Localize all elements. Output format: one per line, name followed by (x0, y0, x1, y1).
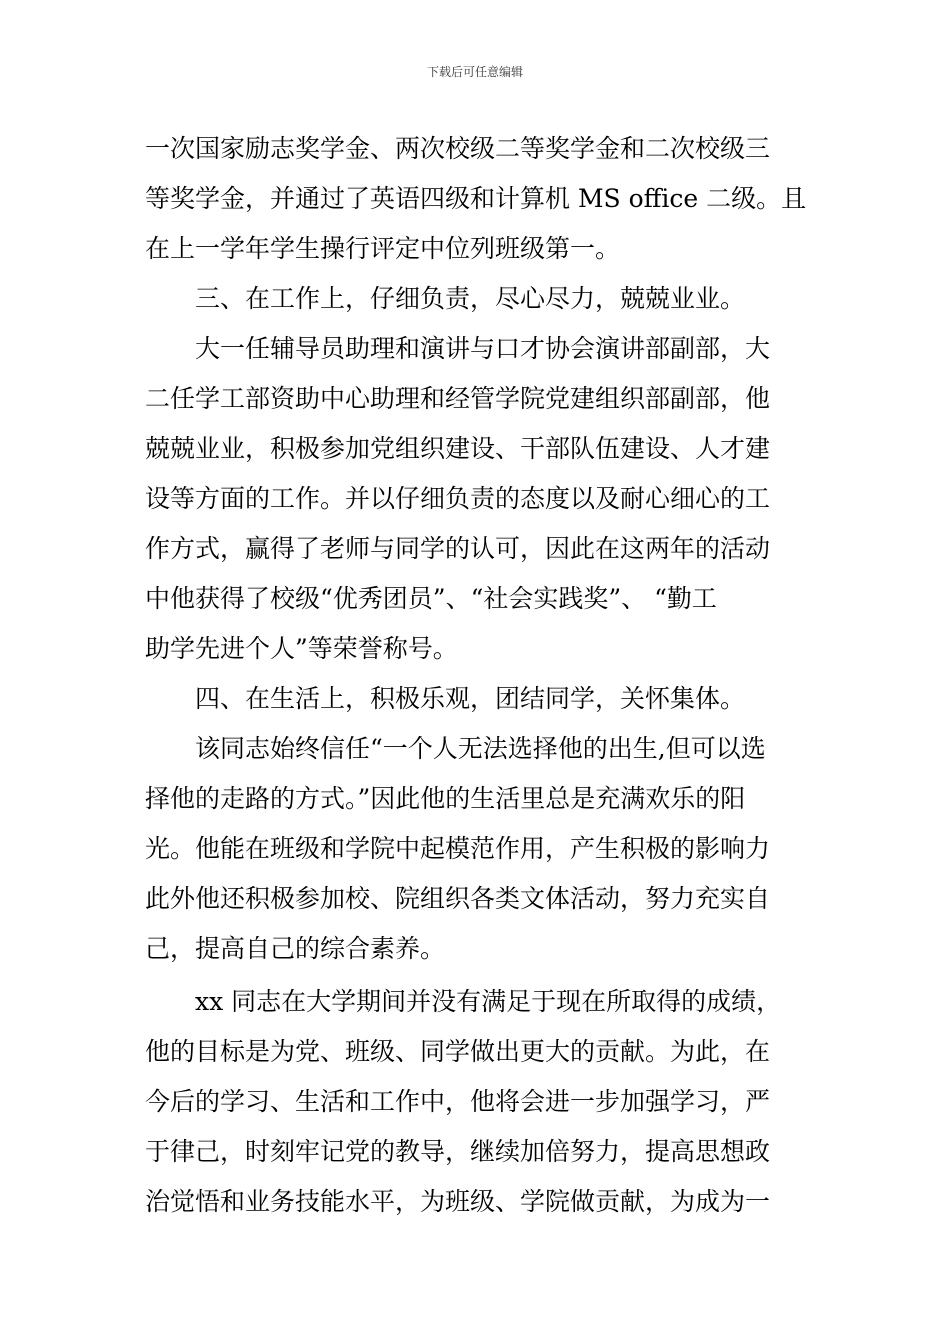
text-line: 此外他还积极参加校、院组织各类文体活动，努力充实自 (145, 884, 771, 913)
section-heading: 三、在工作上，仔细负责，尽心尽力，兢兢业业。 (195, 284, 746, 313)
text-line: 治觉悟和业务技能水平，为班级、学院做贡献，为成为一 (145, 1187, 771, 1216)
text-line: 助学先进个人”等荣誉称号。 (145, 634, 458, 663)
paragraph-first-line: 该同志始终信任“一个人无法选择他的出生,但可以选 (195, 734, 766, 763)
text-line: 光。他能在班级和学院中起模范作用，产生积极的影响力 (145, 834, 771, 863)
text-line: 中他获得了校级“优秀团员”、“社会实践奖”、 “勤工 (145, 584, 717, 613)
text-line: 择他的走路的方式。”因此他的生活里总是充满欢乐的阳 (145, 784, 746, 813)
text-line: 等奖学金，并通过了英语四级和计算机 MS office 二级。且 (145, 184, 807, 213)
page-header-note: 下载后可任意编辑 (426, 65, 523, 79)
section-heading: 四、在生活上，积极乐观，团结同学，关怀集体。 (195, 684, 746, 713)
document-body (145, 124, 807, 1227)
text-line: 二任学工部资助中心助理和经管学院党建组织部副部，他 (145, 384, 771, 413)
text-line: 己，提高自己的综合素养。 (145, 934, 446, 963)
text-line: 在上一学年学生操行评定中位列班级第一。 (145, 234, 621, 263)
text-line: 兢兢业业，积极参加党组织建设、干部队伍建设、人才建 (145, 434, 771, 463)
paragraph-first-line: 大一任辅导员助理和演讲与口才协会演讲部副部，大 (195, 334, 771, 363)
text-line: 一次国家励志奖学金、两次校级二等奖学金和二次校级三 (145, 134, 771, 163)
text-line: 于律己，时刻牢记党的教导，继续加倍努力，提高思想政 (145, 1137, 771, 1166)
text-line: 设等方面的工作。并以仔细负责的态度以及耐心细心的工 (145, 484, 771, 513)
text-line: 今后的学习、生活和工作中，他将会进一步加强学习，严 (145, 1087, 771, 1116)
text-line: 他的目标是为党、班级、同学做出更大的贡献。为此，在 (145, 1037, 771, 1066)
text-line: 作方式，赢得了老师与同学的认可，因此在这两年的活动 (145, 534, 771, 563)
paragraph-first-line: xx 同志在大学期间并没有满足于现在所取得的成绩， (195, 987, 782, 1016)
